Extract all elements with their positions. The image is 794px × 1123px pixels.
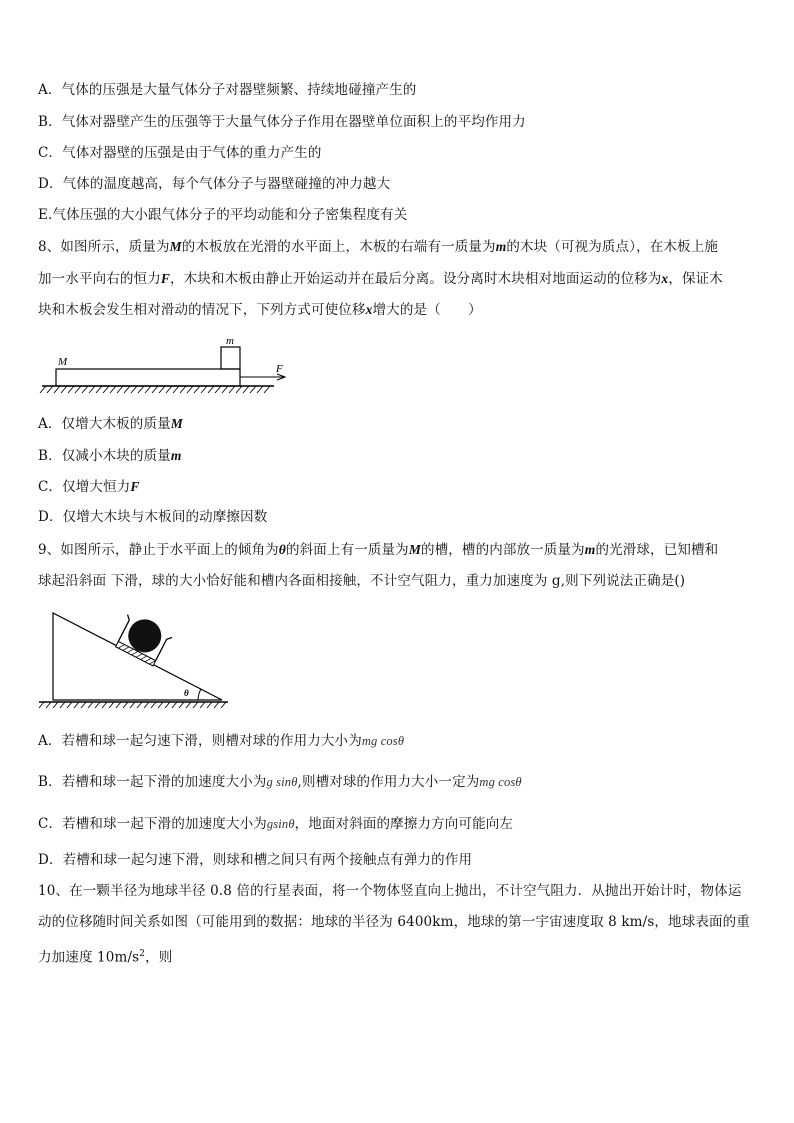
q9-option-c-expr1: gsinθ [266,817,295,831]
q8-board-figure [38,334,288,396]
q10-stem-line3 [38,946,172,967]
q8-stem-line2 [38,270,723,288]
q8-var-x: x [365,302,373,317]
q9-option-a-text: A．若槽和球一起匀速下滑，则槽对球的作用力大小为 [38,733,362,749]
q9-option-c-text2: ，地面对斜面的摩擦力方向可能向左 [294,816,514,832]
q9-option-a-expr: mg cosθ [361,734,405,748]
q9-option-c-text1: C．若槽和球一起下滑的加速度大小为 [38,816,267,832]
q8-option-c [38,478,140,496]
q8-stem-text: 块和木板会发生相对滑动的情况下，下列方式可使位移 [38,302,366,318]
q8-stem-text: 增大的是（ ） [372,302,482,318]
q9-option-d: D．若槽和球一起匀速下滑，则球和槽之间只有两个接触点有弹力的作用 [38,852,473,868]
q8-option-b-var: m [170,448,182,463]
board-M [56,369,240,386]
q9-var-m: m [584,542,596,557]
q8-stem-text: 加一水平向右的恒力 [38,271,161,287]
q8-option-b [38,447,182,465]
groove-M [112,610,175,668]
q8-option-a-var: M [170,416,183,431]
q10-stem-line2: 动的位移随时间关系如图（可能用到的数据：地球的半径为 6400km，地球的第一宇宙速度取 8 km/s，地球表面的重 [38,914,750,930]
q8-stem-line3 [38,301,482,319]
q8-var-x: x [661,271,669,286]
q8-option-c-text: C．仅增大恒力 [38,479,131,495]
q10-superscript: 2 [139,949,146,959]
q10-stem-text: ，则 [145,949,173,966]
q8-option-b-text: B．仅减小木块的质量 [38,448,171,464]
label-m: m [226,335,234,347]
q9-var-M: M [408,542,421,557]
q8-stem-text: 的木块（可视为质点），在木板上施 [506,239,719,255]
q7-option-c: C．气体对器壁的压强是由于气体的重力产生的 [38,145,322,161]
q8-option-a-text: A．仅增大木板的质量 [38,416,171,432]
label-theta: θ [184,688,189,698]
q8-stem-text: ，保证木 [668,271,723,287]
ground-hatching [40,386,270,393]
q9-var-theta: θ [278,542,286,557]
q9-stem-line1 [38,541,718,559]
q7-option-b: B．气体对器壁产生的压强等于大量气体分子作用在器壁单位面积上的平均作用力 [38,114,526,130]
q9-stem-text: 的斜面上有一质量为 [285,542,409,558]
groove-right-lip [167,636,172,641]
q8-stem-text: 8、如图所示，质量为 [38,239,170,255]
q9-option-b-expr2: mg cosθ [479,775,522,789]
q8-option-a [38,415,183,433]
q8-option-d: D．仅增大木块与木板间的动摩擦因数 [38,509,268,525]
q9-option-b-expr1: g sinθ [266,775,298,789]
groove-left-lip [126,615,131,620]
q8-var-m: m [495,239,507,254]
q8-stem-line1 [38,238,718,256]
q9-option-b-text2: ,则槽对球的作用力大小一定为 [297,774,480,790]
q8-option-c-var: F [130,479,140,494]
angle-arc [198,689,201,700]
block-m [221,347,240,369]
q9-stem-text: 的槽，槽的内部放一质量为 [420,542,585,558]
q8-var-F: F [160,271,171,286]
q8-stem-text: 的木板放在光滑的水平面上，木板的右端有一质量为 [181,239,496,255]
q8-var-M: M [169,239,182,254]
q7-option-d: D．气体的温度越高，每个气体分子与器壁碰撞的冲力越大 [38,176,391,192]
label-F: F [276,363,283,375]
q9-stem-text: 的光滑球，已知槽和 [595,542,719,558]
q8-stem-text: ，木块和木板由静止开始运动并在最后分离。设分离时木块相对地面运动的位移为 [170,271,662,287]
q9-incline-figure [36,606,236,714]
q9-option-b-text1: B．若槽和球一起下滑的加速度大小为 [38,774,267,790]
q7-option-a: A．气体的压强是大量气体分子对器壁频繁、持续地碰撞产生的 [38,82,417,98]
q9-option-c [38,816,513,833]
q10-stem-text: 力加速度 10m/s [38,949,140,966]
ground-hatching [39,702,226,708]
q9-option-a [38,733,404,750]
q9-option-b [38,774,522,791]
label-M: M [58,356,68,368]
q9-stem-line2: 球起沿斜面 下滑，球的大小恰好能和槽内各面相接触，不计空气阻力，重力加速度为 g,则下列说法正确是() [38,573,686,589]
q7-option-e: E.气体压强的大小跟气体分子的平均动能和分子密集程度有关 [38,207,408,223]
q10-stem-line1: 10、在一颗半径为地球半径 0.8 倍的行星表面，将一个物体竖直向上抛出，不计空气阻力．从抛出开始计时，物体运 [38,883,742,899]
groove-left-wall [118,620,129,641]
q9-stem-text: 9、如图所示，静止于水平面上的倾角为 [38,542,279,558]
